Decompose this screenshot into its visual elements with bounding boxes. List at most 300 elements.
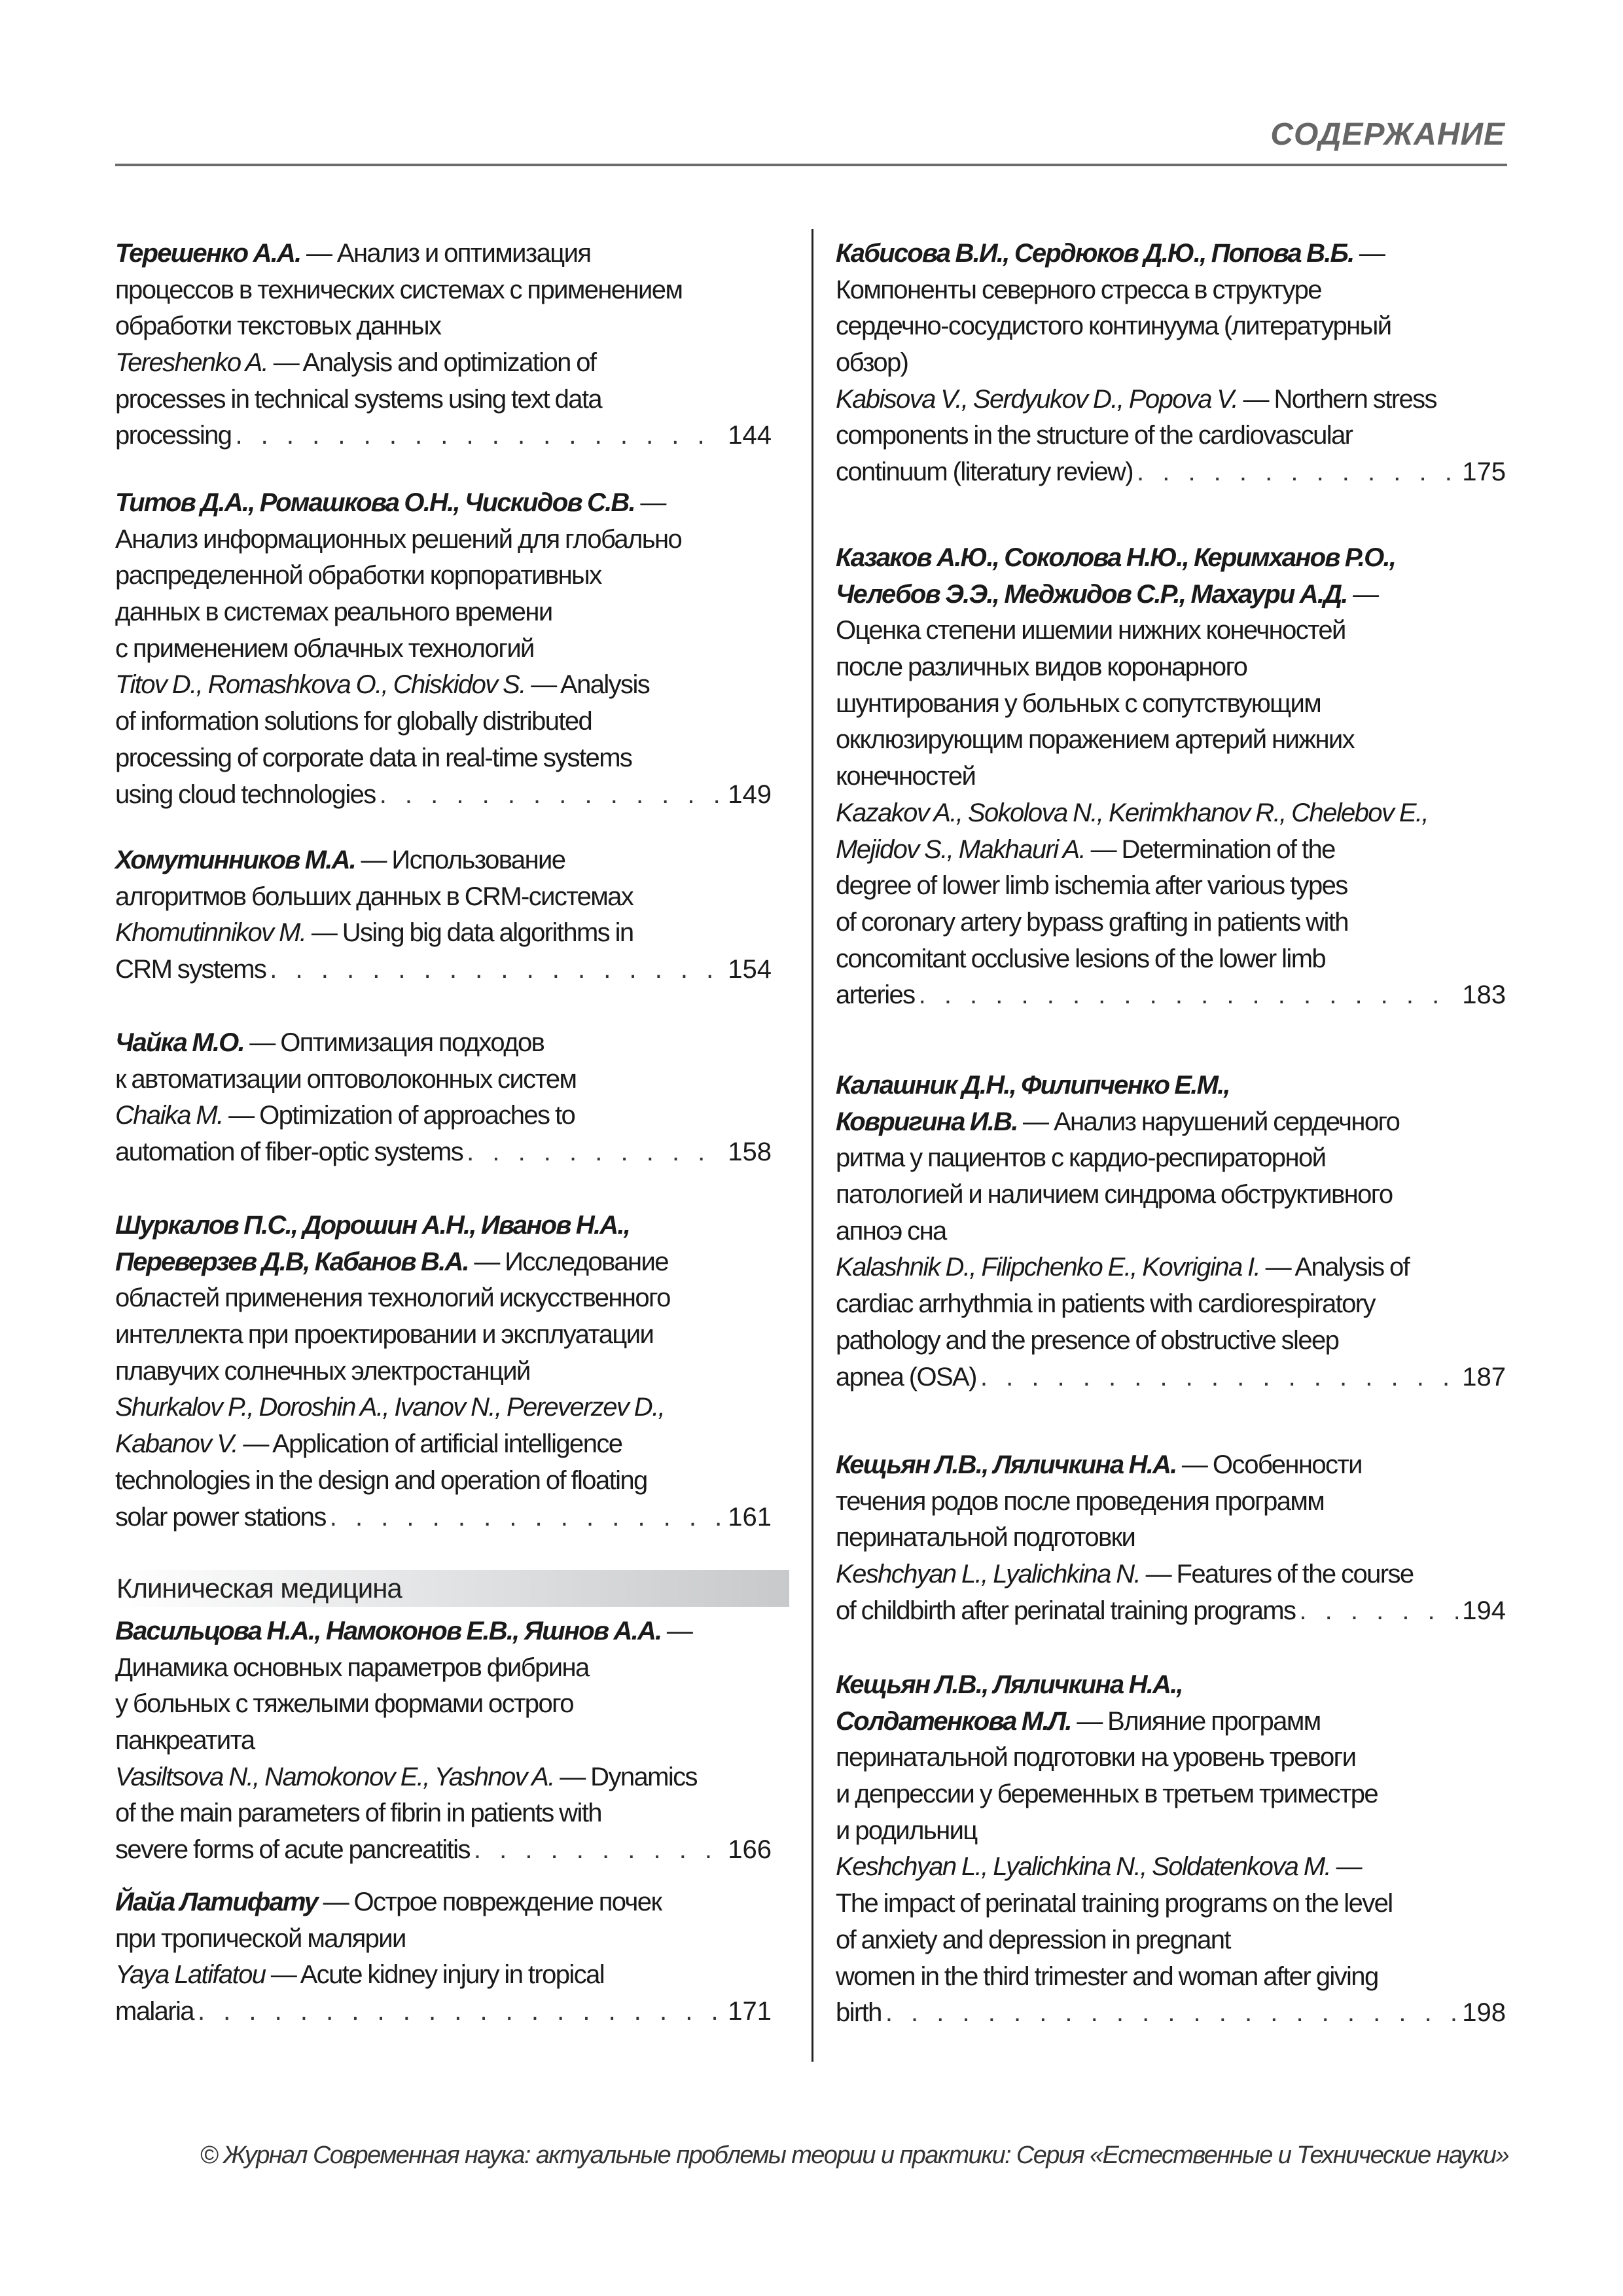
toc-line-text <box>836 1995 882 2032</box>
title-text: — Using big data algorithms in <box>306 918 633 948</box>
toc-entry-line <box>836 1484 1506 1520</box>
title-text: technologies in the design and operation of floating <box>115 1465 647 1495</box>
title-text: Анализ информационных решений для глобально <box>115 524 682 554</box>
toc-entry-last-line <box>115 418 772 454</box>
toc-line-text <box>115 1994 194 2030</box>
page-number[interactable]: 183 <box>1462 980 1506 1010</box>
page-number[interactable]: 175 <box>1462 457 1506 487</box>
title-text: malaria <box>115 1997 194 2026</box>
title-text: — Оптимизация подходов <box>243 1028 544 1057</box>
toc-line-text <box>115 1101 575 1130</box>
toc-line-text <box>836 1253 1409 1282</box>
toc-line-text <box>836 1816 977 1845</box>
toc-entry[interactable] <box>836 540 1506 1014</box>
author-names-ru: Ковригина И.В. <box>836 1107 1018 1136</box>
toc-entry-line <box>115 1723 772 1759</box>
toc-line-text <box>115 239 590 268</box>
toc-entry-line <box>115 1463 772 1499</box>
dot-leader <box>380 777 724 814</box>
toc-entry-line <box>115 272 772 309</box>
title-text: у больных с тяжелыми формами острого <box>115 1689 573 1719</box>
toc-line-text <box>836 1593 1295 1630</box>
title-text: патологией и наличием синдрома обструктивного <box>836 1180 1393 1210</box>
page-number[interactable]: 171 <box>728 1997 772 2026</box>
toc-entry-line <box>836 1740 1506 1776</box>
author-names-ru: Чайка М.О. <box>115 1028 244 1057</box>
toc-line-text <box>115 561 601 590</box>
author-names-ru: Йайа Латифату <box>115 1888 318 1916</box>
toc-line-text <box>836 580 1378 609</box>
author-names-ru: Хомутинников М.А. <box>115 846 355 874</box>
toc-entry[interactable] <box>836 236 1506 491</box>
dot-leader <box>467 1134 724 1171</box>
toc-line-text <box>836 276 1321 304</box>
toc-entry-line <box>836 1067 1506 1104</box>
toc-line-text <box>115 1247 668 1276</box>
title-text: течения родов после проведения программ <box>836 1486 1325 1516</box>
title-text: — Analysis and optimization of <box>268 348 596 378</box>
toc-line-text <box>836 1326 1338 1355</box>
title-text: — <box>634 488 666 517</box>
toc-entry[interactable] <box>115 1884 772 2030</box>
toc-line-text <box>115 1689 573 1718</box>
toc-line-text <box>836 1926 1230 1954</box>
toc-line-text <box>836 312 1391 340</box>
toc-entry-line <box>836 1556 1506 1593</box>
toc-line-text <box>115 1499 326 1536</box>
title-text: cardiac arrhythmia in patients with cardiorespiratory <box>836 1289 1375 1319</box>
toc-line-text <box>115 1357 530 1386</box>
title-text: of coronary artery bypass grafting in patients with <box>836 907 1348 937</box>
title-text: pathology and the presence of obstructive sleep <box>836 1325 1339 1355</box>
title-text: алгоритмов больших данных в CRM-системах <box>115 882 633 911</box>
author-names-ru: Шуркалов П.С., Дорошин А.Н., Иванов Н.А., <box>115 1211 630 1240</box>
toc-entry-line <box>115 1613 772 1650</box>
title-text: continuum (literatury review) <box>836 457 1133 487</box>
toc-entry-line <box>836 1704 1506 1740</box>
toc-entry-line <box>836 649 1506 686</box>
title-text: — Исследование <box>468 1247 668 1276</box>
toc-entry-line <box>836 418 1506 454</box>
author-names-ru: Калашник Д.Н., Филипченко Е.М., <box>836 1071 1230 1100</box>
toc-line-text <box>115 418 231 454</box>
toc-line-text <box>836 1180 1393 1209</box>
title-text: с применением облачных технологий <box>115 634 534 663</box>
title-text: областей применения технологий искусственного <box>115 1283 670 1313</box>
toc-entry-line <box>115 1317 772 1354</box>
toc-line-text <box>836 1217 946 1246</box>
title-text: apnea (OSA) <box>836 1362 976 1391</box>
toc-entry-line <box>115 1062 772 1098</box>
dot-leader <box>330 1499 724 1536</box>
title-text: — Использование <box>355 846 565 874</box>
dot-leader <box>474 1832 724 1869</box>
toc-entry-line <box>836 236 1506 272</box>
title-text: — Acute kidney injury in tropical <box>265 1960 605 1990</box>
toc-left-column <box>115 0 772 2296</box>
toc-entry-line <box>115 667 772 704</box>
toc-entry-line <box>115 1244 772 1281</box>
title-text: перинатальной подготовки <box>836 1523 1135 1552</box>
title-text: — Анализ нарушений сердечного <box>1017 1107 1400 1136</box>
author-names-ru: Кещьян Л.В., Ляличкина Н.А. <box>836 1450 1177 1479</box>
toc-entry[interactable] <box>115 236 772 454</box>
toc-entry-line <box>115 879 772 916</box>
page-number[interactable]: 166 <box>728 1835 772 1865</box>
title-text: The impact of perinatal training programs on the level <box>836 1889 1393 1918</box>
title-text: процессов в технических системах с применением <box>115 275 683 304</box>
page-number[interactable]: 194 <box>1462 1596 1506 1625</box>
toc-entry-line <box>115 1354 772 1390</box>
toc-entry-line <box>115 704 772 740</box>
title-text: — Application of artificial intelligence <box>237 1429 622 1459</box>
toc-entry-line <box>115 1426 772 1463</box>
title-text: of the main parameters of fibrin in patients with <box>115 1799 601 1828</box>
title-text: solar power stations <box>115 1502 326 1532</box>
toc-line-text <box>836 1487 1324 1516</box>
toc-line-text <box>836 908 1348 937</box>
author-names-ru: Солдатенкова М.Л. <box>836 1706 1071 1736</box>
author-names-ru: Кещьян Л.В., Ляличкина Н.А., <box>836 1670 1183 1699</box>
title-text: — Analysis of <box>1260 1253 1410 1282</box>
toc-entry-line <box>115 1795 772 1832</box>
toc-line-text <box>115 525 681 554</box>
toc-entry-line <box>836 795 1506 832</box>
title-text: обработки текстовых данных <box>115 312 441 341</box>
title-text: распределенной обработки корпоративных <box>115 561 601 590</box>
title-text: women in the third trimester and woman after giving <box>836 1962 1378 1991</box>
dot-leader <box>1137 454 1458 491</box>
toc-line-text <box>115 952 266 988</box>
toc-line-text <box>115 744 632 772</box>
dot-leader <box>919 977 1459 1014</box>
toc-line-text <box>836 454 1133 491</box>
title-text: плавучих солнечных электростанций <box>115 1356 530 1386</box>
toc-entry-last-line <box>836 977 1506 1014</box>
toc-entry-line <box>115 631 772 668</box>
author-names-en: Vasiltsova N., Namokonov E., Yashnov A. <box>115 1762 554 1791</box>
title-text: — <box>1353 239 1385 268</box>
toc-entry-line <box>115 740 772 777</box>
toc-line-text <box>836 835 1335 864</box>
toc-line-text <box>115 1763 697 1791</box>
toc-entry[interactable] <box>115 1613 772 1869</box>
toc-line-text <box>115 846 565 874</box>
toc-entry-line <box>836 759 1506 795</box>
toc-entry-line <box>836 905 1506 941</box>
toc-entry[interactable] <box>115 485 772 813</box>
toc-line-text <box>115 1726 255 1755</box>
toc-line-text <box>115 1134 463 1171</box>
toc-entry-line <box>836 382 1506 418</box>
author-names-en: Chaika M. <box>115 1101 223 1130</box>
toc-entry-line <box>115 308 772 345</box>
toc-line-text <box>115 1211 630 1240</box>
toc-entry-line <box>836 1447 1506 1484</box>
toc-entry-line <box>115 1884 772 1921</box>
author-names-ru: Титов Д.А., Ромашкова О.Н., Чискидов С.В. <box>115 488 635 517</box>
title-text: — Determination of the <box>1085 834 1335 864</box>
toc-line-text <box>836 385 1436 414</box>
toc-entry-line <box>115 842 772 879</box>
toc-line-text <box>115 777 376 814</box>
page-number[interactable]: 198 <box>1462 1998 1506 2028</box>
title-text: — Features of the course <box>1140 1560 1414 1589</box>
title-text: components in the structure of the cardiovascular <box>836 421 1353 450</box>
toc-entry-line <box>836 941 1506 978</box>
toc-entry-last-line <box>836 1995 1506 2032</box>
toc-line-text <box>115 1617 692 1645</box>
toc-entry-line <box>836 1286 1506 1323</box>
author-names-ru: Челебов Э.Э., Меджидов С.Р., Махаури А.Д. <box>836 579 1347 609</box>
page-section-title: СОДЕРЖАНИЕ <box>1270 117 1505 152</box>
toc-entry-line <box>115 1686 772 1723</box>
toc-line-text <box>115 1283 670 1312</box>
toc-line-text <box>115 348 596 377</box>
toc-entry-line <box>836 722 1506 759</box>
toc-line-text <box>836 1962 1378 1991</box>
author-names-en: Keshchyan L., Lyalichkina N., Soldatenkova M. <box>836 1852 1331 1882</box>
toc-entry-line <box>836 308 1506 345</box>
author-names-ru: Кабисова В.И., Сердюков Д.Ю., Попова В.Б. <box>836 239 1354 268</box>
title-text: processing of corporate data in real-time systems <box>115 743 632 772</box>
toc-entry-line <box>836 1813 1506 1850</box>
toc-entry-line <box>836 613 1506 649</box>
toc-line-text <box>836 1743 1355 1772</box>
toc-entry-line <box>836 686 1506 723</box>
title-text: processing <box>115 421 232 450</box>
toc-entry-line <box>836 832 1506 869</box>
toc-line-text <box>115 1799 601 1827</box>
dot-leader <box>885 1995 1458 2032</box>
toc-entry-last-line <box>836 454 1506 491</box>
dot-leader <box>980 1359 1458 1396</box>
title-text: of information solutions for globally distributed <box>115 707 592 736</box>
toc-entry-line <box>836 577 1506 613</box>
column-divider <box>812 229 813 2062</box>
toc-line-text <box>115 707 592 736</box>
toc-entry-line <box>115 1025 772 1062</box>
author-names-en: Keshchyan L., Lyalichkina N. <box>836 1560 1141 1589</box>
toc-line-text <box>836 653 1247 681</box>
toc-line-text <box>115 1429 622 1458</box>
author-names-ru: Васильцова Н.А., Намоконов Е.В., Яшнов А.А. <box>115 1617 662 1645</box>
title-text: окклюзирующим поражением артерий нижних <box>836 725 1355 755</box>
toc-entry[interactable] <box>836 1447 1506 1629</box>
author-names-en: Shurkalov P., Doroshin A., Ivanov N., Pereverzev D., <box>115 1393 665 1422</box>
toc-line-text <box>836 762 975 791</box>
title-text: перинатальной подготовки на уровень тревоги <box>836 1743 1356 1772</box>
title-text: arteries <box>836 980 915 1010</box>
author-names-en: Titov D., Romashkova O., Chiskidov S. <box>115 670 526 700</box>
title-text: Оценка степени ишемии нижних конечностей <box>836 616 1346 645</box>
toc-entry-last-line <box>115 1832 772 1869</box>
toc-line-text <box>836 944 1325 973</box>
toc-line-text <box>115 1028 544 1057</box>
toc-entry-line <box>836 272 1506 309</box>
toc-entry-line <box>115 558 772 594</box>
toc-line-text <box>836 725 1354 754</box>
title-text: — <box>1330 1852 1361 1882</box>
page-number[interactable]: 154 <box>728 955 772 984</box>
page-number[interactable]: 144 <box>728 421 772 450</box>
toc-entry-last-line <box>115 1134 772 1171</box>
toc-line-text <box>115 1065 576 1094</box>
toc-line-text <box>115 598 552 626</box>
page-number[interactable]: 158 <box>728 1138 772 1167</box>
toc-entry-last-line <box>115 1499 772 1536</box>
title-text: birth <box>836 1998 882 2028</box>
toc-line-text <box>115 385 601 414</box>
toc-line-text <box>836 871 1347 900</box>
toc-entry[interactable] <box>115 1208 772 1535</box>
toc-line-text <box>836 1560 1414 1588</box>
title-text: using cloud technologies <box>115 780 376 809</box>
title-text: degree of lower limb ischemia after various types <box>836 871 1347 901</box>
toc-line-text <box>836 1889 1393 1918</box>
title-text: апноэ сна <box>836 1216 946 1246</box>
toc-entry-line <box>836 1849 1506 1886</box>
toc-line-text <box>115 312 440 340</box>
toc-entry-line <box>836 1520 1506 1556</box>
toc-line-text <box>836 1852 1361 1881</box>
title-text: — <box>1347 579 1378 609</box>
author-names-en: Kabanov V. <box>115 1429 238 1459</box>
toc-line-text <box>836 543 1395 572</box>
toc-entry-line <box>115 1390 772 1426</box>
toc-line-text <box>115 1320 653 1349</box>
toc-entry-last-line <box>115 952 772 988</box>
toc-entry-last-line <box>115 777 772 814</box>
title-text: панкреатита <box>115 1726 255 1755</box>
author-names-ru: Переверзев Д.В, Кабанов В.А. <box>115 1247 469 1276</box>
toc-entry-line <box>836 1323 1506 1359</box>
title-text: — Northern stress <box>1238 384 1436 414</box>
title-text: обзор) <box>836 348 908 378</box>
toc-entry-line <box>115 1957 772 1994</box>
section-heading-bar <box>115 1570 789 1607</box>
author-names-en: Khomutinnikov M. <box>115 918 306 948</box>
toc-line-text <box>836 348 908 377</box>
toc-line-text <box>115 1924 406 1953</box>
title-text: automation of fiber-optic systems <box>115 1138 463 1167</box>
toc-entry-line <box>115 1208 772 1244</box>
toc-line-text <box>836 239 1384 268</box>
toc-right-column <box>836 0 1506 2296</box>
toc-line-text <box>115 1888 661 1916</box>
title-text: of childbirth after perinatal training programs <box>836 1596 1296 1625</box>
toc-entry-line <box>115 1280 772 1317</box>
toc-line-text <box>115 276 682 304</box>
toc-entry-last-line <box>115 1994 772 2030</box>
toc-line-text <box>836 977 915 1014</box>
toc-entry-last-line <box>836 1359 1506 1396</box>
title-text: severe forms of acute pancreatitis <box>115 1835 470 1865</box>
toc-entry-line <box>836 540 1506 577</box>
toc-entry-line <box>115 1650 772 1687</box>
title-text: — Влияние программ <box>1071 1706 1321 1736</box>
author-names-ru: Казаков А.Ю., Соколова Н.Ю., Керимханов Р.О., <box>836 543 1396 572</box>
title-text: ритма у пациентов с кардио-респираторной <box>836 1143 1326 1173</box>
toc-line-text <box>836 421 1352 450</box>
toc-entry-line <box>836 1177 1506 1213</box>
title-text: processes in technical systems using text data <box>115 384 602 414</box>
toc-entry[interactable] <box>115 1025 772 1171</box>
toc-entry-line <box>115 915 772 952</box>
toc-entry-line <box>115 485 772 522</box>
toc-line-text <box>836 798 1428 827</box>
page-number[interactable]: 149 <box>728 780 772 809</box>
title-text: — Особенности <box>1176 1450 1362 1479</box>
toc-entry-line <box>836 1886 1506 1922</box>
toc-entry-line <box>115 594 772 631</box>
toc-line-text <box>115 670 649 699</box>
toc-line-text <box>836 1071 1230 1100</box>
toc-entry-line <box>115 1759 772 1796</box>
dot-leader <box>235 418 724 454</box>
toc-entry[interactable] <box>836 1667 1506 2032</box>
title-text: Динамика основных параметров фибрина <box>115 1653 589 1682</box>
author-names-en: Tereshenko A. <box>115 348 268 378</box>
title-text: и родильниц <box>836 1816 977 1845</box>
toc-entry-line <box>115 1098 772 1134</box>
toc-line-text <box>836 1707 1321 1736</box>
toc-line-text <box>115 1393 664 1422</box>
title-text: интеллекта при проектировании и эксплуатации <box>115 1320 654 1350</box>
toc-entry-line <box>115 345 772 382</box>
page-number[interactable]: 187 <box>1462 1362 1506 1391</box>
title-text: шунтирования у больных с сопутствующим <box>836 689 1321 718</box>
title-text: concomitant occlusive lesions of the lower limb <box>836 944 1326 973</box>
toc-line-text <box>115 1466 647 1495</box>
title-text: — Острое повреждение почек <box>317 1888 662 1916</box>
toc-entry-line <box>115 522 772 558</box>
toc-line-text <box>836 1523 1135 1552</box>
toc-line-text <box>115 1960 604 1989</box>
toc-line-text <box>836 616 1346 645</box>
toc-line-text <box>115 918 633 947</box>
author-names-en: Yaya Latifatou <box>115 1960 266 1990</box>
toc-entry-line <box>836 1922 1506 1959</box>
toc-line-text <box>115 1832 470 1869</box>
toc-line-text <box>836 1359 976 1396</box>
author-names-en: Kalashnik D., Filipchenko E., Kovrigina I. <box>836 1253 1260 1282</box>
toc-entry-line <box>836 1959 1506 1996</box>
toc-entry-line <box>115 236 772 272</box>
toc-entry[interactable] <box>836 1067 1506 1395</box>
author-names-en: Mejidov S., Makhauri A. <box>836 834 1086 864</box>
toc-entry[interactable] <box>115 842 772 988</box>
toc-line-text <box>115 488 666 517</box>
toc-entry-line <box>836 1667 1506 1704</box>
toc-entry-line <box>115 382 772 418</box>
toc-entry-last-line <box>836 1593 1506 1630</box>
title-text: после различных видов коронарного <box>836 653 1247 682</box>
toc-entry-line <box>836 1140 1506 1177</box>
title-text: Компоненты северного стресса в структуре <box>836 275 1321 304</box>
title-text: of anxiety and depression in pregnant <box>836 1925 1230 1954</box>
toc-line-text <box>836 1107 1399 1136</box>
toc-line-text <box>836 1450 1362 1479</box>
title-text: — Analysis <box>525 670 650 700</box>
title-text: сердечно-сосудистого континуума (литературный <box>836 312 1391 341</box>
toc-line-text <box>836 1289 1375 1318</box>
title-text: — Dynamics <box>554 1762 697 1791</box>
title-text: данных в системах реального времени <box>115 598 552 627</box>
toc-entry-line <box>836 1213 1506 1250</box>
toc-line-text <box>836 1780 1378 1808</box>
page-number[interactable]: 161 <box>728 1502 772 1532</box>
